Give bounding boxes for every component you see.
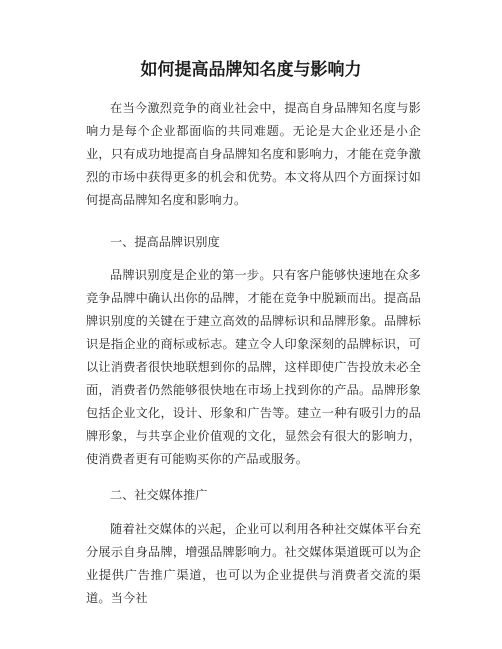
intro-paragraph: 在当今激烈竞争的商业社会中，提高自身品牌知名度与影响力是每个企业都面临的共同难题。无论是大企业还是小企业，只有成功地提高自身品牌知名度和影响力，才能在竞争激烈的市场中获得更多的机会和优势。本文将从四个方面探讨如何提高品牌知名度和影响力。 [86,101,421,207]
document-title: 如何提高品牌知名度与影响力 [140,60,362,80]
section-body-1: 品牌识别度是企业的第一步。只有客户能够快速地在众多竞争品牌中确认出你的品牌，才能在竞争中脱颖而出。提高品牌识别度的关键在于建立高效的品牌标识和品牌形象。品牌标识是指企业的商标或标志。建立令人印象深刻的品牌标识，可以让消费者很快地联想到你的品牌，这样即使广告投放未必全面，消费者仍然能够很快地在市场上找到你的产品。品牌形象包括企业文化，设计、形象和广告等。建立一种有吸引力的品牌形象，与共享企业价值观的文化，显然会有很大的影响力，使消费者更有可能购买你的产品或服务。 [86,268,421,466]
section-heading-2: 二、社交媒体推广 [110,488,208,502]
section-body-2: 随着社交媒体的兴起，企业可以利用各种社交媒体平台充分展示自身品牌，增强品牌影响力。社交媒体渠道既可以为企业提供广告推广渠道，也可以为企业提供与消费者交流的渠道。当今社 [86,522,421,605]
section-heading-1: 一、提高品牌识别度 [110,235,220,249]
